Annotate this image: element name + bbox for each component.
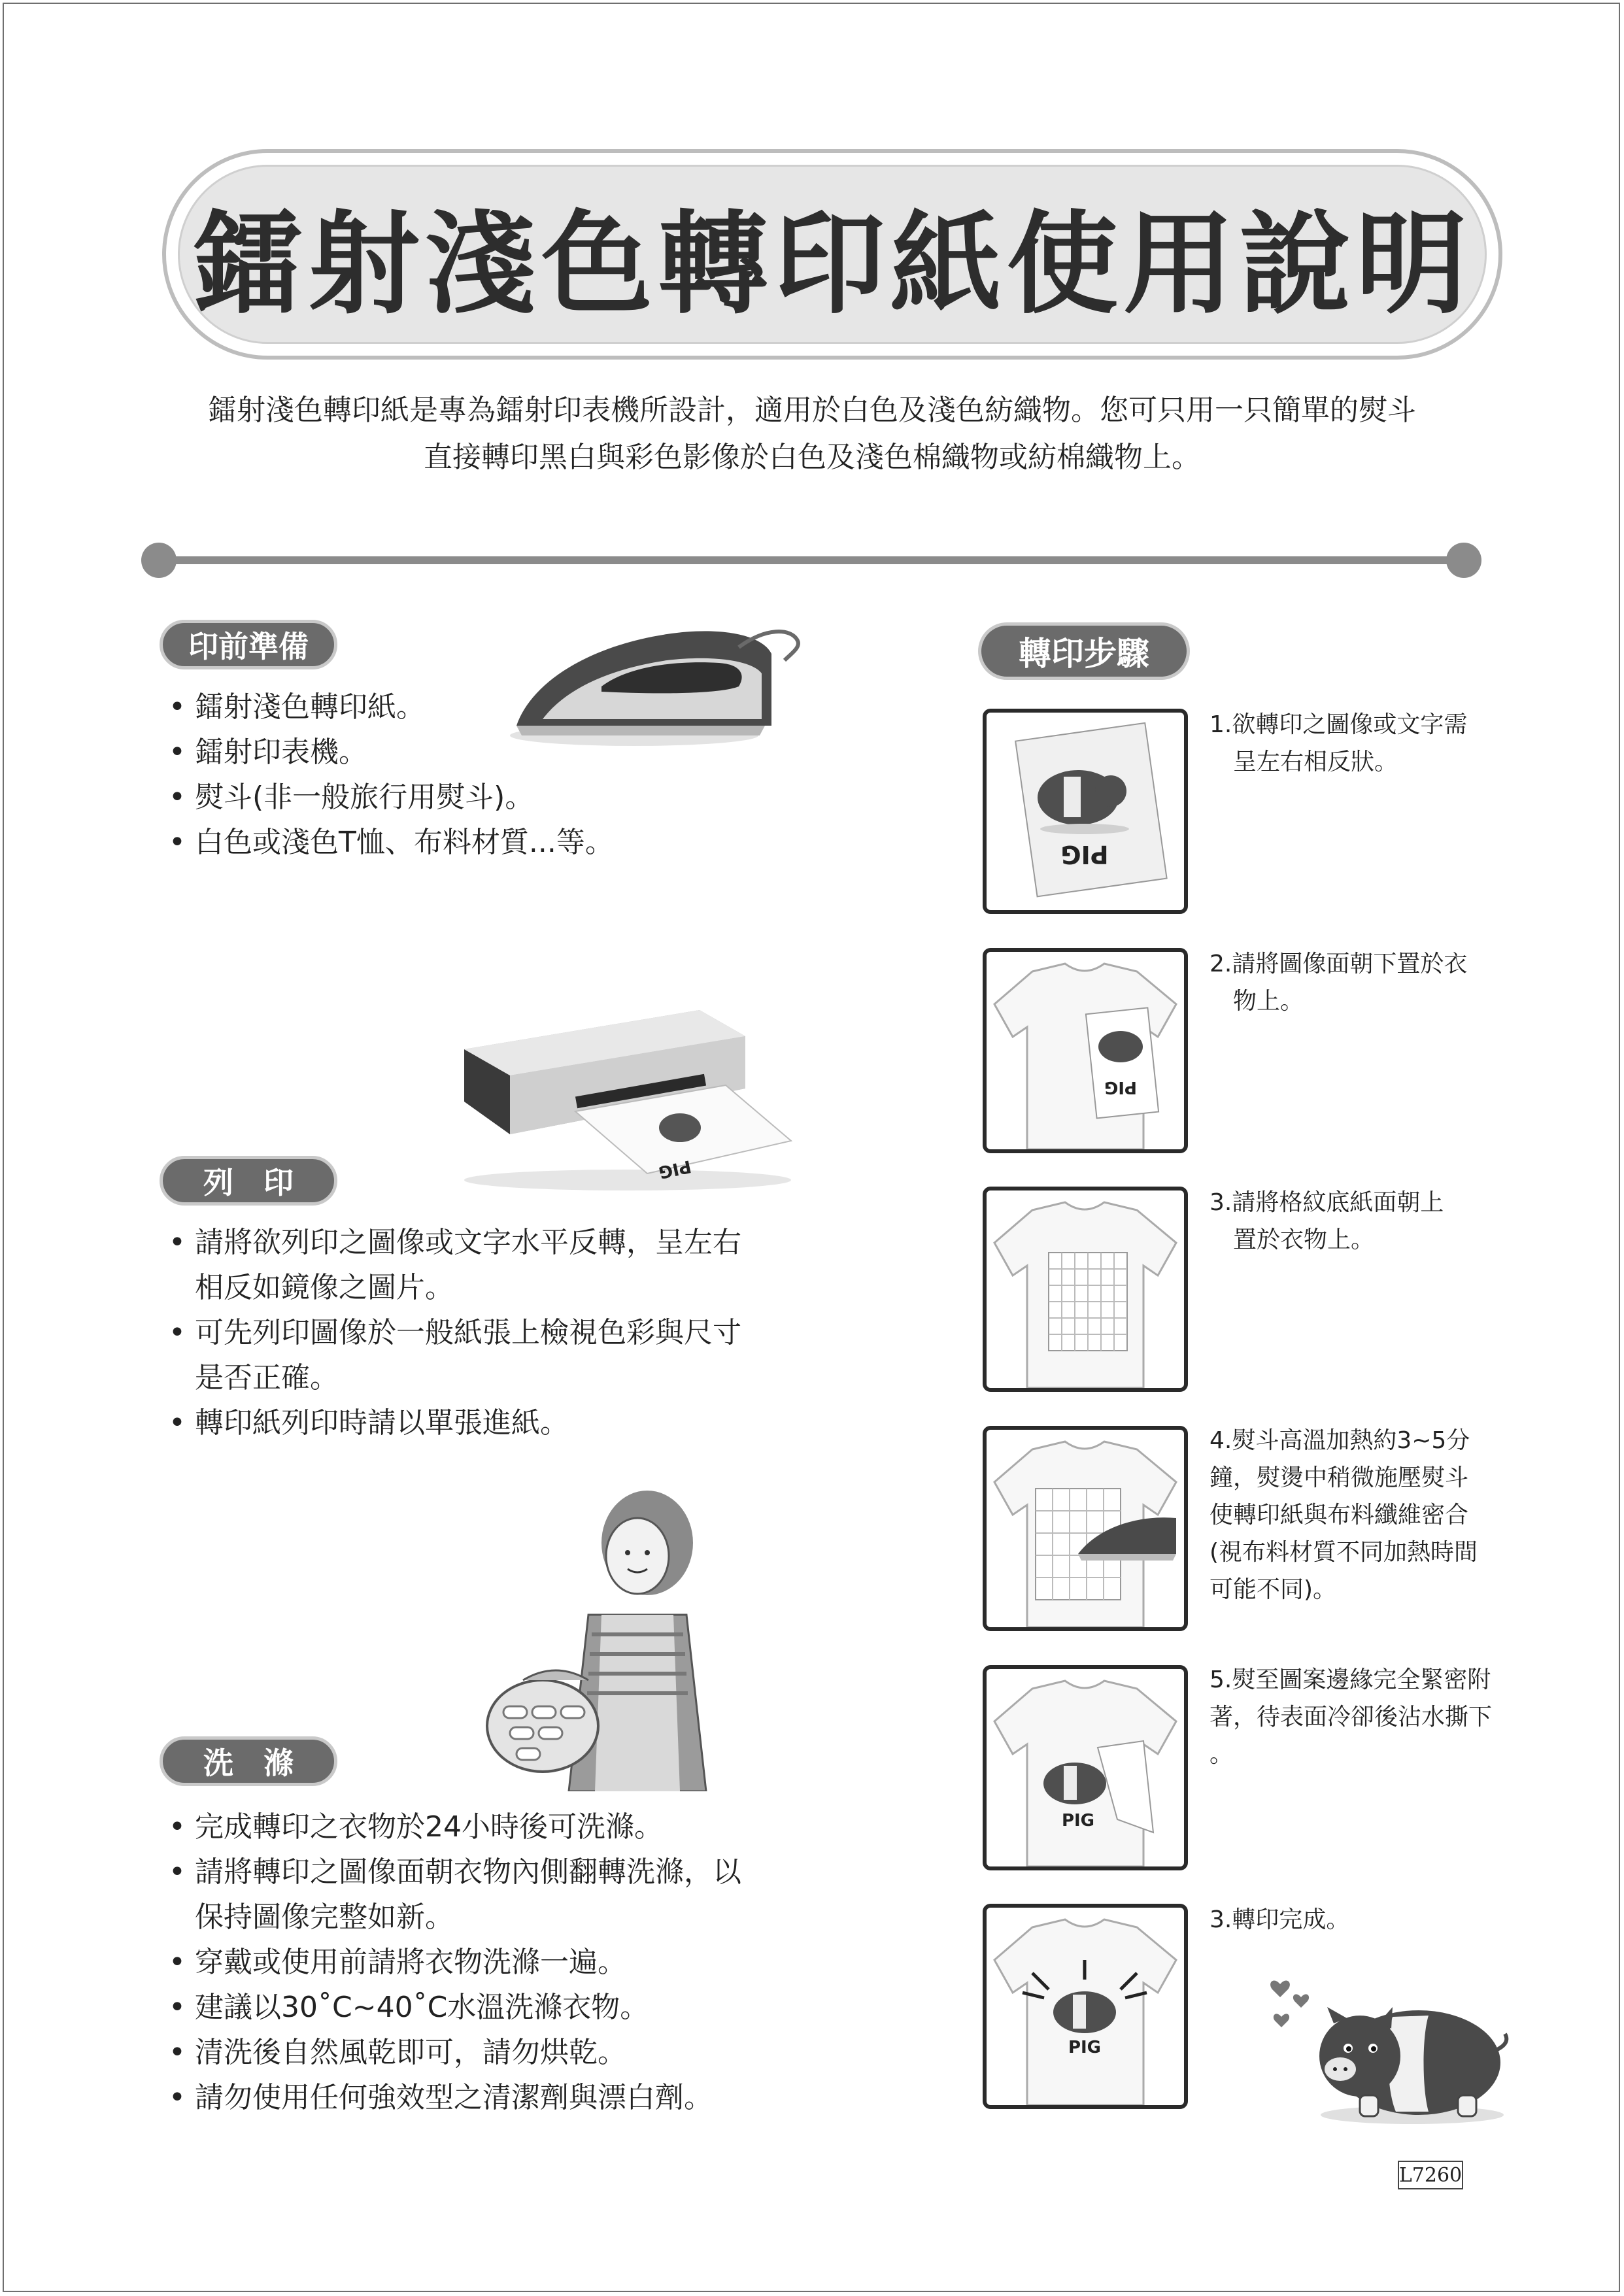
step-line: 鐘，熨燙中稍微施壓熨斗 <box>1210 1464 1469 1491</box>
step-line: 物上。 <box>1210 988 1304 1015</box>
list-item-continued: 是否正確。 <box>195 1361 339 1394</box>
step-line: 1.欲轉印之圖像或文字需 <box>1210 711 1468 738</box>
section-divider <box>161 556 1470 564</box>
list-item: • 白色或淺色T恤、布料材質...等。 <box>169 820 614 865</box>
step-1-image <box>983 709 1188 914</box>
mirrored-pig-label: PIG <box>1104 1077 1138 1097</box>
list-item: • 穿戴或使用前請將衣物洗滌一遍。 <box>169 1940 741 1985</box>
heart-icon <box>1293 1994 1309 2008</box>
step-6-text <box>1210 1901 1349 1938</box>
page-title: 鐳射淺色轉印紙使用說明 <box>192 199 1472 329</box>
list-item: • 請將欲列印之圖像或文字水平反轉，呈左右 <box>169 1220 741 1265</box>
mirrored-pig-label: PIG <box>1060 840 1109 869</box>
wash-heading: 洗 滌 <box>160 1736 337 1786</box>
heart-icon <box>1274 2014 1289 2027</box>
list-item: • 轉印紙列印時請以單張進紙。 <box>169 1400 741 1445</box>
heart-icon <box>1270 1981 1290 1997</box>
list-item: • 鐳射印表機。 <box>169 730 614 775</box>
step-line: 使轉印紙與布料纖維密合 <box>1210 1502 1469 1528</box>
list-item: • 清洗後自然風乾即可，請勿烘乾。 <box>169 2030 741 2075</box>
prep-heading: 印前準備 <box>160 620 337 669</box>
intro-line: 鐳射淺色轉印紙是專為鐳射印表機所設計，適用於白色及淺色紡織物。您可只用一只簡單的熨斗 <box>208 394 1416 427</box>
step-line: 4.熨斗高溫加熱約3~5分 <box>1210 1427 1470 1454</box>
step-4-image <box>983 1426 1188 1631</box>
list-item: • 熨斗(非一般旅行用熨斗)。 <box>169 775 614 820</box>
step-5-text <box>1210 1661 1492 1773</box>
product-code: L7260 <box>1398 2161 1463 2189</box>
pig-label: PIG <box>1068 2038 1102 2057</box>
mirrored-pig-label: PIG <box>656 1156 693 1182</box>
step-line: 3.請將格紋底紙面朝上 <box>1210 1189 1444 1216</box>
print-list <box>169 1220 741 1445</box>
list-item: • 鐳射淺色轉印紙。 <box>169 684 614 730</box>
intro-line: 直接轉印黑白與彩色影像於白色及淺色棉織物或紡棉織物上。 <box>424 441 1200 474</box>
list-item: • 建議以30˚C~40˚C水溫洗滌衣物。 <box>169 1985 741 2030</box>
laundry-woman-illustration <box>484 1484 719 1791</box>
step-line: 2.請將圖像面朝下置於衣 <box>1210 951 1468 977</box>
steps-heading: 轉印步驟 <box>978 622 1190 680</box>
list-item-continued: 相反如鏡像之圖片。 <box>195 1271 454 1304</box>
list-item: • 請勿使用任何強效型之清潔劑與漂白劑。 <box>169 2075 741 2120</box>
intro-paragraph <box>131 387 1493 481</box>
step-line: (視布料材質不同加熱時間 <box>1210 1539 1478 1566</box>
step-2-text <box>1210 945 1467 1020</box>
title-banner-inner <box>178 165 1487 344</box>
step-6-image <box>983 1904 1188 2109</box>
pig-mascot-illustration <box>1262 1971 1510 2128</box>
list-item: • 請將轉印之圖像面朝衣物內側翻轉洗滌，以 <box>169 1849 741 1895</box>
step-line: 。 <box>1210 1741 1234 1768</box>
step-2-image <box>983 948 1188 1153</box>
step-line: 呈左右相反狀。 <box>1210 749 1398 775</box>
step-line: 置於衣物上。 <box>1210 1226 1375 1253</box>
list-item: • 完成轉印之衣物於24小時後可洗滌。 <box>169 1804 741 1849</box>
step-line: 5.熨至圖案邊緣完全緊密附 <box>1210 1666 1491 1693</box>
divider-dot-right <box>1446 543 1481 578</box>
iron-illustration <box>503 608 804 752</box>
step-line: 3.轉印完成。 <box>1210 1906 1350 1933</box>
step-4-text <box>1210 1422 1478 1608</box>
pig-label: PIG <box>1061 1811 1095 1831</box>
step-3-text <box>1210 1184 1444 1258</box>
step-1-text <box>1210 706 1467 781</box>
step-3-image <box>983 1187 1188 1392</box>
wash-list <box>169 1804 741 2120</box>
step-line: 可能不同)。 <box>1210 1576 1337 1603</box>
list-item: • 可先列印圖像於一般紙張上檢視色彩與尺寸 <box>169 1310 741 1355</box>
divider-dot-left <box>141 543 177 578</box>
printer-illustration <box>458 997 798 1193</box>
list-item-continued: 保持圖像完整如新。 <box>195 1900 454 1934</box>
step-line: 著，待表面冷卻後沾水撕下 <box>1210 1704 1493 1730</box>
title-banner <box>162 149 1502 360</box>
step-5-image <box>983 1665 1188 1870</box>
print-heading: 列 印 <box>160 1156 337 1206</box>
